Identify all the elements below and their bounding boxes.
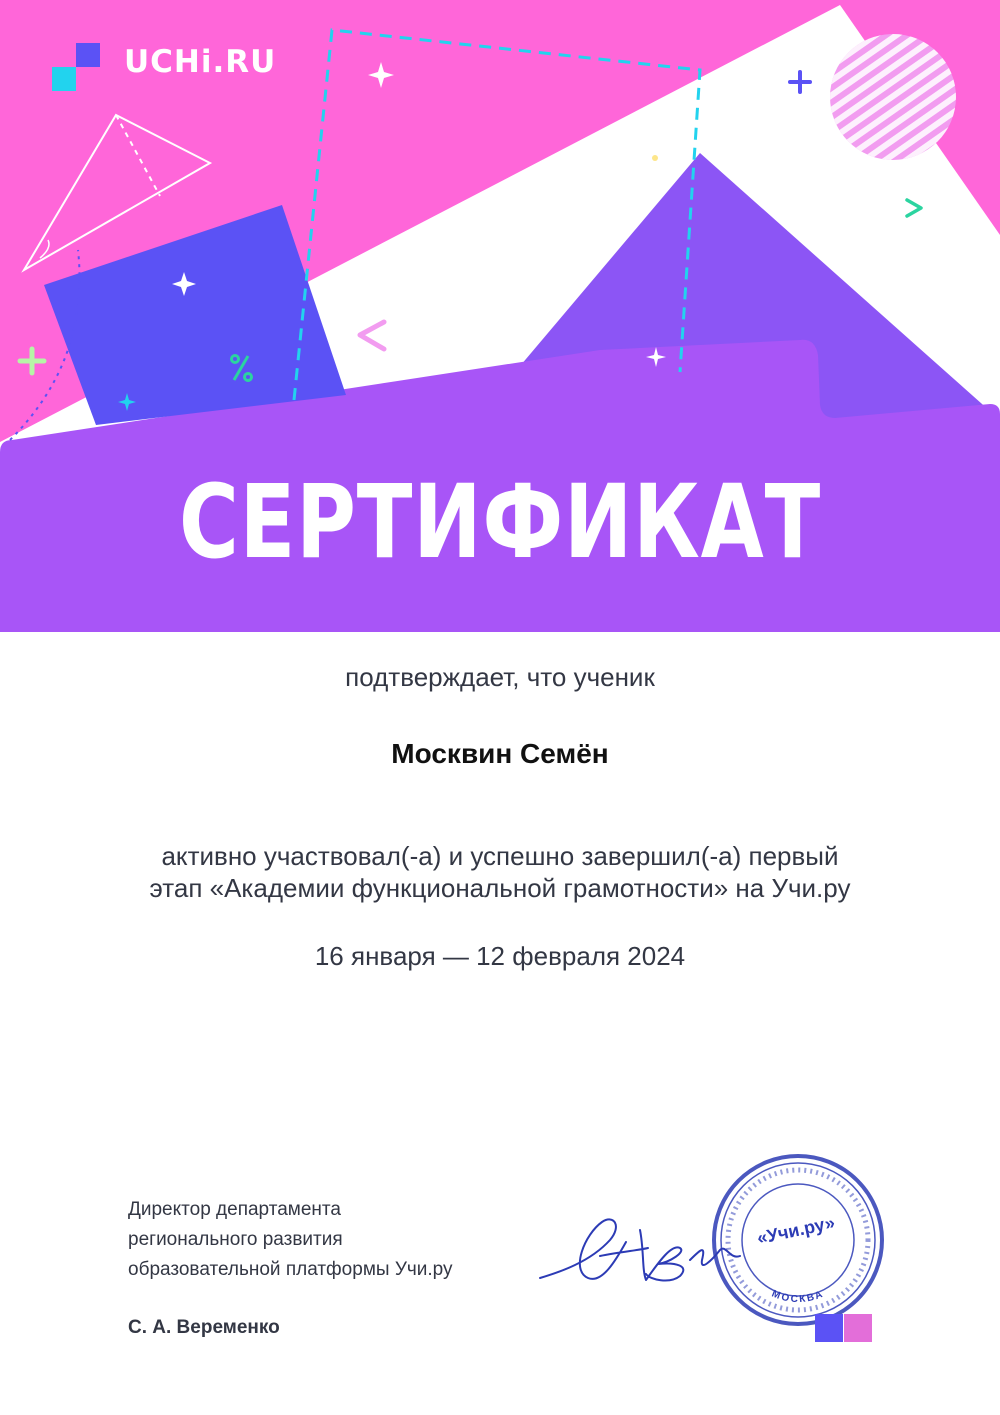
signer-title bbox=[128, 1195, 453, 1285]
achievement-text bbox=[100, 840, 900, 904]
logo-text: UCHi.RU bbox=[124, 44, 277, 80]
date-range: 16 января — 12 февраля 2024 bbox=[314, 941, 686, 971]
signer-title-line: образовательной платформы Учи.ру bbox=[128, 1259, 453, 1280]
stamp-center-text: «Учи.ру» bbox=[755, 1212, 837, 1249]
dot-icon bbox=[652, 155, 658, 161]
company-stamp bbox=[708, 1150, 888, 1330]
footer-brand-squares bbox=[815, 1314, 873, 1342]
achievement-line: этап «Академии функциональной грамотности» на Учи.ру bbox=[149, 873, 851, 903]
confirms-text: подтверждает, что ученик bbox=[345, 662, 655, 692]
uchi-ru-logo bbox=[52, 40, 312, 96]
certificate-title: СЕРТИФИКАТ bbox=[178, 463, 822, 582]
student-name: Москвин Семён bbox=[391, 738, 609, 769]
achievement-line: активно участвовал(-а) и успешно завершил(-а) первый bbox=[161, 841, 839, 871]
stamp-bottom-text: МОСКВА bbox=[770, 1288, 826, 1306]
signer-title-line: регионального развития bbox=[128, 1229, 343, 1250]
svg-text:МОСКВА bbox=[770, 1288, 826, 1305]
striped-circle-icon bbox=[830, 34, 956, 160]
dot-icon bbox=[901, 287, 913, 299]
logo-mark-icon bbox=[52, 40, 108, 96]
signer-title-line: Директор департамента bbox=[128, 1199, 341, 1220]
signer-name: С. А. Веременко bbox=[128, 1317, 280, 1338]
